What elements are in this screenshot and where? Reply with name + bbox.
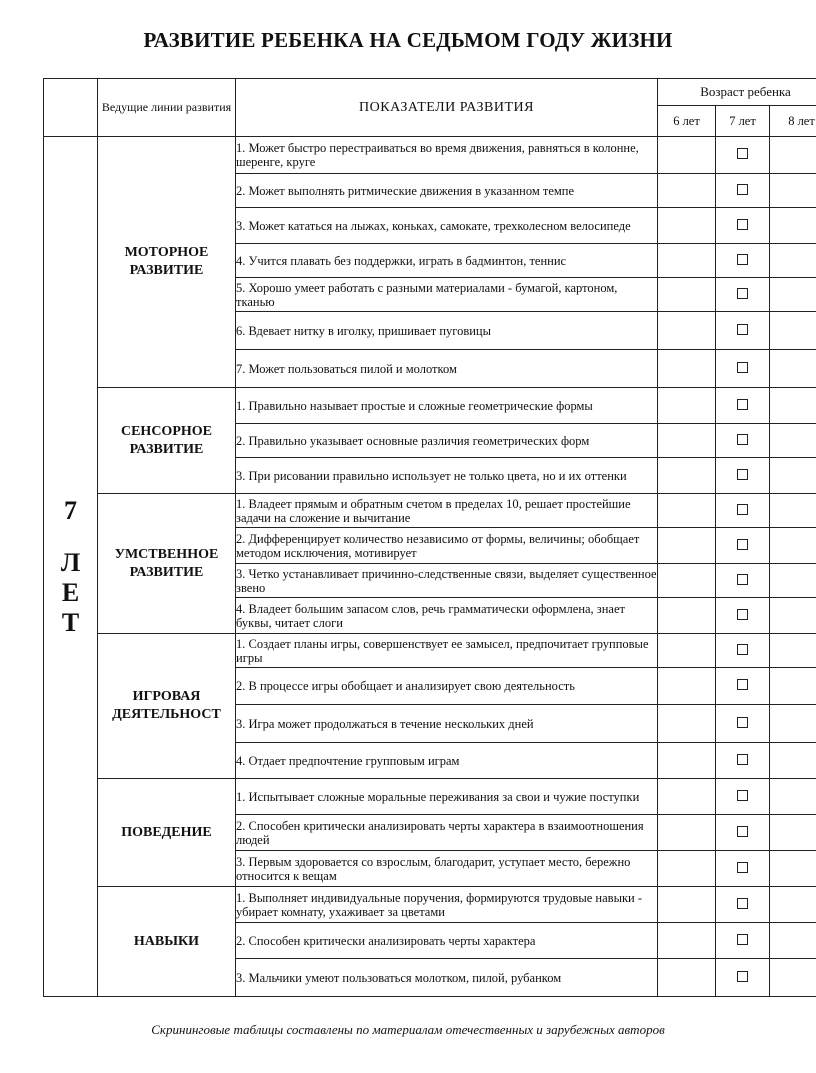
category-label: ИГРОВАЯ ДЕЯТЕЛЬНОСТ: [98, 634, 236, 779]
age-6-cell: [658, 458, 716, 494]
category-label: СЕНСОРНОЕ РАЗВИТИЕ: [98, 388, 236, 494]
age-6-cell: [658, 887, 716, 923]
age-6-cell: [658, 137, 716, 174]
age-8-cell: [770, 174, 816, 208]
checkbox[interactable]: [737, 539, 748, 550]
table-row: [44, 388, 816, 424]
age-6-cell: [658, 278, 716, 312]
age-6-cell: [658, 388, 716, 424]
age-7-cell: [716, 743, 770, 779]
age-8-cell: [770, 851, 816, 887]
age-7-cell: [716, 244, 770, 278]
age-6-cell: [658, 494, 716, 528]
checkbox[interactable]: [737, 324, 748, 335]
indicator-text: 4. Отдает предпочтение групповым играм: [236, 743, 658, 779]
age-8-cell: [770, 278, 816, 312]
table-body: [44, 137, 816, 997]
age-8-cell: [770, 388, 816, 424]
indicator-text: 3. Игра может продолжаться в течение нескольких дней: [236, 705, 658, 743]
age-group-header: Возраст ребенка: [658, 79, 816, 106]
age-8-cell: [770, 923, 816, 959]
age-7-cell: [716, 174, 770, 208]
indicator-text: 2. Правильно указывает основные различия геометрических форм: [236, 424, 658, 458]
checkbox[interactable]: [737, 254, 748, 265]
table-row: [44, 137, 816, 174]
age-6-cell: [658, 851, 716, 887]
indicator-text: 3. Четко устанавливает причинно-следственные связи, выделяет существенное звено: [236, 564, 658, 598]
checkbox[interactable]: [737, 754, 748, 765]
age-8-cell: [770, 208, 816, 244]
indicator-text: 1. Создает планы игры, совершенствует ее замысел, предпочитает групповые игры: [236, 634, 658, 668]
age-column-7: 7 лет: [716, 106, 770, 137]
age-6-cell: [658, 564, 716, 598]
age-column-6: 6 лет: [658, 106, 716, 137]
age-7-cell: [716, 779, 770, 815]
age-8-cell: [770, 743, 816, 779]
indicator-text: 1. Правильно называет простые и сложные геометрические формы: [236, 388, 658, 424]
age-7-cell: [716, 350, 770, 388]
age-6-cell: [658, 923, 716, 959]
checkbox[interactable]: [737, 184, 748, 195]
age-6-cell: [658, 424, 716, 458]
indicator-text: 5. Хорошо умеет работать с разными материалами - бумагой, картоном, тканью: [236, 278, 658, 312]
screening-table: [43, 78, 816, 997]
indicator-text: 2. Дифференцирует количество независимо от формы, величины; обобщает методом исключения, мотивирует: [236, 528, 658, 564]
age-label-letter: Л: [60, 547, 81, 577]
age-7-cell: [716, 424, 770, 458]
checkbox[interactable]: [737, 362, 748, 373]
indicator-text: 3. Первым здоровается со взрослым, благодарит, уступает место, бережно относится к вещам: [236, 851, 658, 887]
checkbox[interactable]: [737, 504, 748, 515]
age-8-cell: [770, 564, 816, 598]
age-7-cell: [716, 278, 770, 312]
indicator-text: 2. Может выполнять ритмические движения в указанном темпе: [236, 174, 658, 208]
age-6-cell: [658, 598, 716, 634]
indicator-text: 1. Владеет прямым и обратным счетом в пределах 10, решает простейшие задачи на сложение и вычитание: [236, 494, 658, 528]
age-header-blank: [44, 79, 98, 137]
age-label-letter: Е: [61, 577, 80, 607]
checkbox[interactable]: [737, 971, 748, 982]
indicator-text: 4. Владеет большим запасом слов, речь грамматически оформлена, знает буквы, читает слоги: [236, 598, 658, 634]
age-8-cell: [770, 458, 816, 494]
indicators-header: ПОКАЗАТЕЛИ РАЗВИТИЯ: [236, 79, 658, 137]
age-8-cell: [770, 424, 816, 458]
age-6-cell: [658, 174, 716, 208]
age-7-cell: [716, 494, 770, 528]
age-8-cell: [770, 494, 816, 528]
age-8-cell: [770, 959, 816, 997]
age-6-cell: [658, 779, 716, 815]
age-7-cell: [716, 923, 770, 959]
checkbox[interactable]: [737, 434, 748, 445]
age-7-cell: [716, 634, 770, 668]
age-6-cell: [658, 705, 716, 743]
age-6-cell: [658, 743, 716, 779]
age-7-cell: [716, 851, 770, 887]
age-7-cell: [716, 668, 770, 705]
page-title: РАЗВИТИЕ РЕБЕНКА НА СЕДЬМОМ ГОДУ ЖИЗНИ: [143, 28, 673, 52]
indicator-text: 2. Способен критически анализировать черты характера в взаимоотношения людей: [236, 815, 658, 851]
age-7-cell: [716, 887, 770, 923]
age-7-cell: [716, 598, 770, 634]
age-8-cell: [770, 668, 816, 705]
age-8-cell: [770, 598, 816, 634]
indicator-text: 7. Может пользоваться пилой и молотком: [236, 350, 658, 388]
category-label: ПОВЕДЕНИЕ: [98, 779, 236, 887]
indicator-text: 6. Вдевает нитку в иголку, пришивает пуговицы: [236, 312, 658, 350]
age-7-cell: [716, 208, 770, 244]
age-6-cell: [658, 208, 716, 244]
age-label-cell: [44, 137, 98, 997]
age-8-cell: [770, 137, 816, 174]
age-7-cell: [716, 458, 770, 494]
age-8-cell: [770, 634, 816, 668]
checkbox[interactable]: [737, 679, 748, 690]
footnote: Скрининговые таблицы составлены по материалам отечественных и зарубежных авторов: [151, 1022, 665, 1037]
table-row: [44, 494, 816, 528]
age-7-cell: [716, 705, 770, 743]
age-8-cell: [770, 244, 816, 278]
category-label: МОТОРНОЕ РАЗВИТИЕ: [98, 137, 236, 388]
checkbox[interactable]: [737, 898, 748, 909]
checkbox[interactable]: [737, 790, 748, 801]
age-6-cell: [658, 668, 716, 705]
checkbox[interactable]: [737, 399, 748, 410]
age-6-cell: [658, 528, 716, 564]
checkbox[interactable]: [737, 288, 748, 299]
table-row: [44, 779, 816, 815]
age-6-cell: [658, 350, 716, 388]
age-8-cell: [770, 312, 816, 350]
age-6-cell: [658, 244, 716, 278]
table-row: [44, 634, 816, 668]
age-6-cell: [658, 634, 716, 668]
age-7-cell: [716, 528, 770, 564]
age-8-cell: [770, 705, 816, 743]
age-7-cell: [716, 959, 770, 997]
indicator-text: 2. Способен критически анализировать черты характера: [236, 923, 658, 959]
age-7-cell: [716, 312, 770, 350]
age-6-cell: [658, 312, 716, 350]
table-row: [44, 887, 816, 923]
indicator-text: 4. Учится плавать без поддержки, играть в бадминтон, теннис: [236, 244, 658, 278]
indicator-text: 1. Может быстро перестраиваться во время движения, равняться в колонне, шеренге, круге: [236, 137, 658, 174]
age-label-number: 7: [64, 495, 77, 525]
checkbox[interactable]: [737, 644, 748, 655]
checkbox[interactable]: [737, 219, 748, 230]
checkbox[interactable]: [737, 469, 748, 480]
checkbox[interactable]: [737, 717, 748, 728]
indicator-text: 2. В процессе игры обобщает и анализирует свою деятельность: [236, 668, 658, 705]
age-7-cell: [716, 388, 770, 424]
indicator-text: 3. Мальчики умеют пользоваться молотком, пилой, рубанком: [236, 959, 658, 997]
age-7-cell: [716, 815, 770, 851]
age-6-cell: [658, 959, 716, 997]
indicator-text: 1. Испытывает сложные моральные переживания за свои и чужие поступки: [236, 779, 658, 815]
category-label: НАВЫКИ: [98, 887, 236, 997]
indicator-text: 1. Выполняет индивидуальные поручения, формируются трудовые навыки - убирает комнату, ухаживает за цветами: [236, 887, 658, 923]
checkbox[interactable]: [737, 574, 748, 585]
age-8-cell: [770, 528, 816, 564]
indicator-text: 3. При рисовании правильно использует не только цвета, но и их оттенки: [236, 458, 658, 494]
age-column-8: 8 лет: [770, 106, 816, 137]
age-7-cell: [716, 564, 770, 598]
category-label: УМСТВЕННОЕ РАЗВИТИЕ: [98, 494, 236, 634]
checkbox[interactable]: [737, 609, 748, 620]
checkbox[interactable]: [737, 148, 748, 159]
checkbox[interactable]: [737, 862, 748, 873]
indicator-text: 3. Может кататься на лыжах, коньках, самокате, трехколесном велосипеде: [236, 208, 658, 244]
age-8-cell: [770, 887, 816, 923]
age-label-letter: Т: [61, 607, 80, 637]
age-6-cell: [658, 815, 716, 851]
age-8-cell: [770, 350, 816, 388]
age-8-cell: [770, 779, 816, 815]
age-8-cell: [770, 815, 816, 851]
lines-header: Ведущие линии развития: [98, 79, 236, 137]
checkbox[interactable]: [737, 934, 748, 945]
age-7-cell: [716, 137, 770, 174]
checkbox[interactable]: [737, 826, 748, 837]
